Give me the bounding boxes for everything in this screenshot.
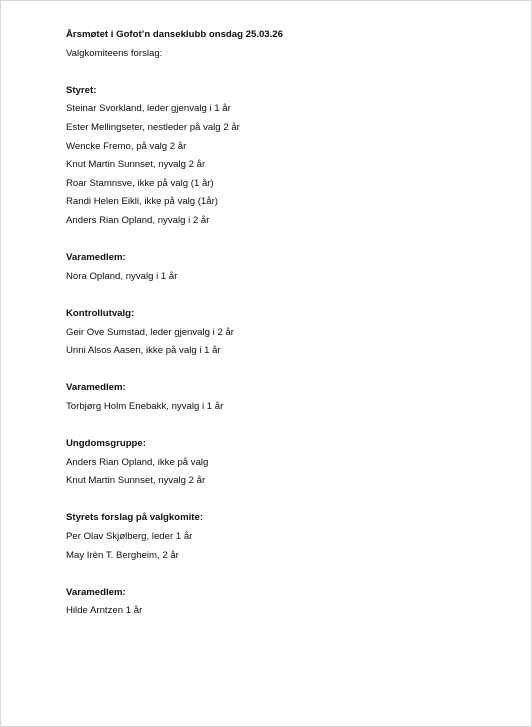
document-content [66, 26, 511, 621]
list-item: May Irèn T. Bergheim, 2 år [66, 549, 179, 561]
list-item: Anders Rian Opland, ikke på valg [66, 456, 209, 468]
list-item: Unni Alsos Aasen, ikke på valg i 1 år [66, 345, 221, 357]
list-item: Steinar Svorkland, leder gjenvalg i 1 år [66, 103, 231, 115]
spacer [66, 231, 511, 250]
list-item: Geir Ove Sumstad, leder gjenvalg i 2 år [66, 326, 234, 338]
section-heading-varamedlem-valgkomite: Varamedlem: [66, 586, 126, 598]
list-item: Anders Rian Opland, nyvalg i 2 år [66, 214, 210, 226]
spacer [66, 491, 511, 510]
list-item: Roar Stamnsve, ikke på valg (1 år) [66, 177, 214, 189]
section-heading-varamedlem: Varamedlem: [66, 252, 126, 264]
section-heading-ungdomsgruppe: Ungdomsgruppe: [66, 438, 146, 450]
section-heading-styret: Styret: [66, 84, 97, 96]
section-heading-valgkomite: Styrets forslag på valgkomite: [66, 512, 204, 524]
spacer [66, 361, 511, 380]
list-item: Wencke Fremo, på valg 2 år [66, 140, 187, 152]
spacer [66, 286, 511, 305]
list-item: Torbjørg Holm Enebakk, nyvalg i 1 år [66, 400, 224, 412]
spacer [66, 63, 511, 82]
list-item: Nora Opland, nyvalg i 1 år [66, 270, 178, 282]
section-heading-varamedlem-kontroll: Varamedlem: [66, 382, 126, 394]
list-item: Hilde Arntzen 1 år [66, 605, 143, 617]
list-item: Ester Mellingseter, nestleder på valg 2 år [66, 121, 240, 133]
spacer [66, 416, 511, 435]
list-item: Randi Helen Eikli, ikke på valg (1år) [66, 196, 218, 208]
document-title: Årsmøtet i Gofot’n danseklubb onsdag 25.03.26 [66, 29, 283, 40]
list-item: Knut Martin Sunnset, nyvalg 2 år [66, 159, 206, 171]
list-item: Per Olav Skjølberg, leder 1 år [66, 531, 193, 543]
document-subtitle: Valgkomiteens forslag: [66, 47, 163, 59]
spacer [66, 565, 511, 584]
section-heading-kontrollutvalg: Kontrollutvalg: [66, 307, 135, 319]
list-item: Knut Martin Sunnset, nyvalg 2 år [66, 475, 206, 487]
